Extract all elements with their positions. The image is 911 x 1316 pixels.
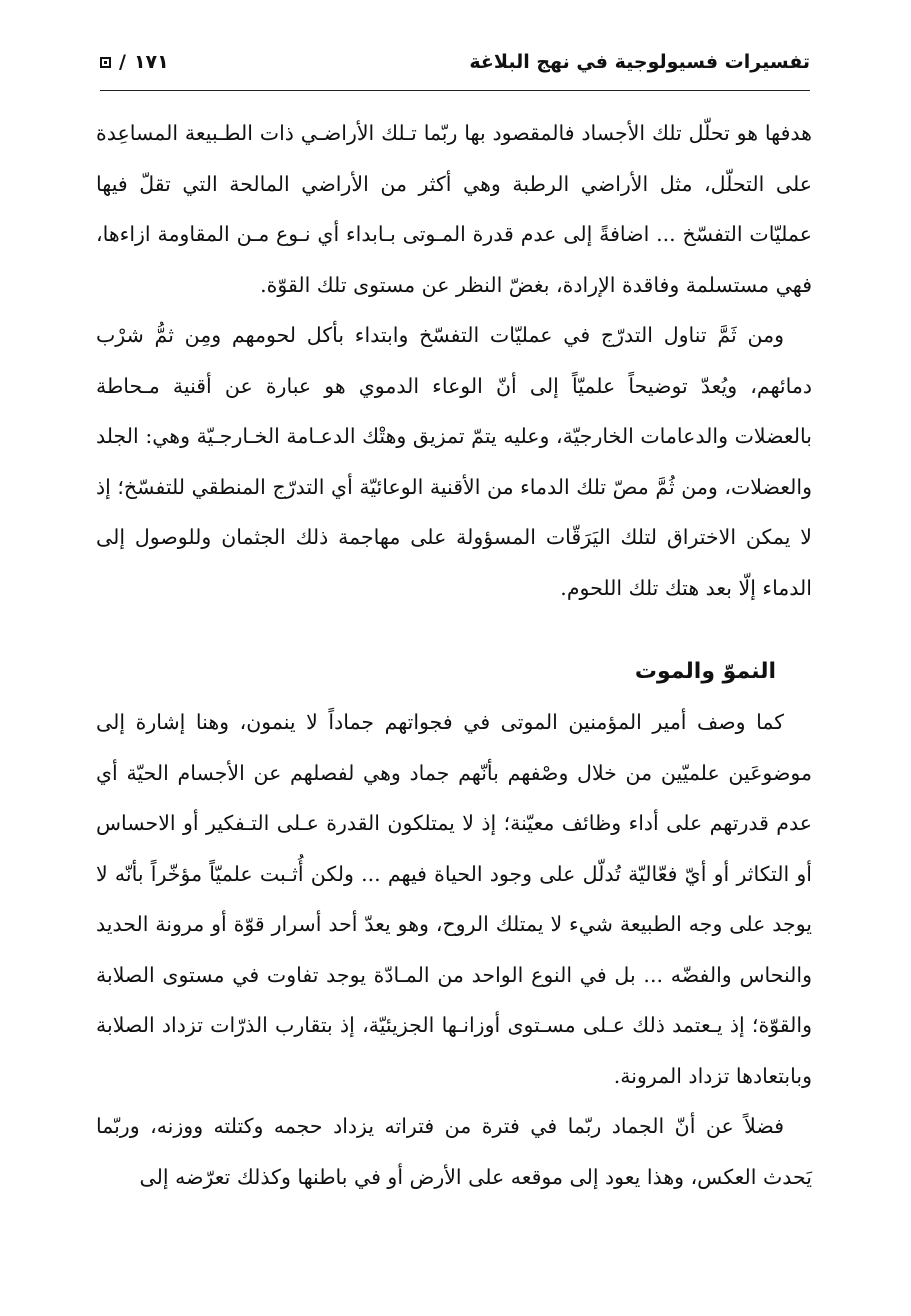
page-separator: /	[119, 51, 126, 73]
paragraph: كما وصف أمير المؤمنين الموتى في فجواتهم جماداً لا ينمون، وهنا إشارة إلى موضوعَين علميّين من خلال وصْفهم بأنّهم جماد وهي لفصلهم عن الأجسام الحيّة أي عدم قدرتهم على أداء وظائف معيّنة؛ إذ لا يمتلكون القدرة عـلى التـفكير أو الاحساس أو التكاثر أو أيّ فعّاليّة تُدلّل على وجود الحياة فيهم ... ولكن أُثـبت علميّاً مؤخّراً بأنّه لا يوجد على وجه الطبيعة شيء لا يمتلك الروح، وهو يعدّ أحد أسرار قوّة أو مرونة الحديد والنحاس والفضّه ... بل في النوع الواحد من المـادّة يوجد تفاوت في مستوى الصلابة والقوّة؛ إذ يـعتمد ذلك عـلى مسـتوى أوزانـها الجزيئيّة، إذ بتقارب الذرّات تزداد الصلابة وبابتعادها تزداد المرونة.	[96, 710, 812, 1088]
book-title: تفسيرات فسيولوجية في نهج البلاغة	[469, 51, 810, 73]
section-heading: النموّ والموت	[634, 659, 776, 684]
page-number-group	[100, 51, 169, 73]
square-ornament-icon	[100, 57, 111, 68]
running-header	[100, 42, 810, 82]
header-divider	[100, 90, 810, 91]
paragraph: هدفها هو تحلّل تلك الأجساد فالمقصود بها ربّما تـلك الأراضـي ذات الطـبيعة المساعِدة على التحلّل، مثل الأراضي الرطبة وهي أكثر من الأراضي المالحة التي تقلّ فيها عمليّات التفسّخ ... اضافةً إلى عدم قدرة المـوتى بـابداء أي نـوع مـن المقاومة ازاءها، فهي مستسلمة وفاقدة الإرادة، بغضّ النظر عن مستوى تلك القوّة.	[96, 121, 812, 297]
page-number: ١٧١	[133, 51, 169, 73]
paragraph: فضلاً عن أنّ الجماد ربّما في فترة من فتراته يزداد حجمه وكتلته ووزنه، وربّما يَحدث العكس، وهذا يعود إلى موقعه على الأرض أو في باطنها وكذلك تعرّضه إلى	[96, 1114, 812, 1189]
body-text	[96, 108, 812, 1202]
paragraph: ومن ثَمَّ تناول التدرّج في عمليّات التفسّخ وابتداء بأكل لحومهم ومِن ثمُّ شرْب دمائهم، ويُعدّ توضيحاً علميّاً إلى أنّ الوعاء الدموي هو عبارة عن أقنية مـحاطة بالعضلات والدعامات الخارجيّة، وعليه يتمّ تمزيق وهتْك الدعـامة الخـارجـيّة وهي: الجلد والعضلات، ومن ثُمَّ مصّ تلك الدماء من الأقنية الوعائيّة أي التدرّج المنطقي للتفسّخ؛ إذ لا يمكن الاختراق لتلك اليَرَقّات المسؤولة على مهاجمة ذلك الجثمان وللوصول إلى الدماء إلّا بعد هتك تلك اللحوم.	[96, 323, 812, 600]
